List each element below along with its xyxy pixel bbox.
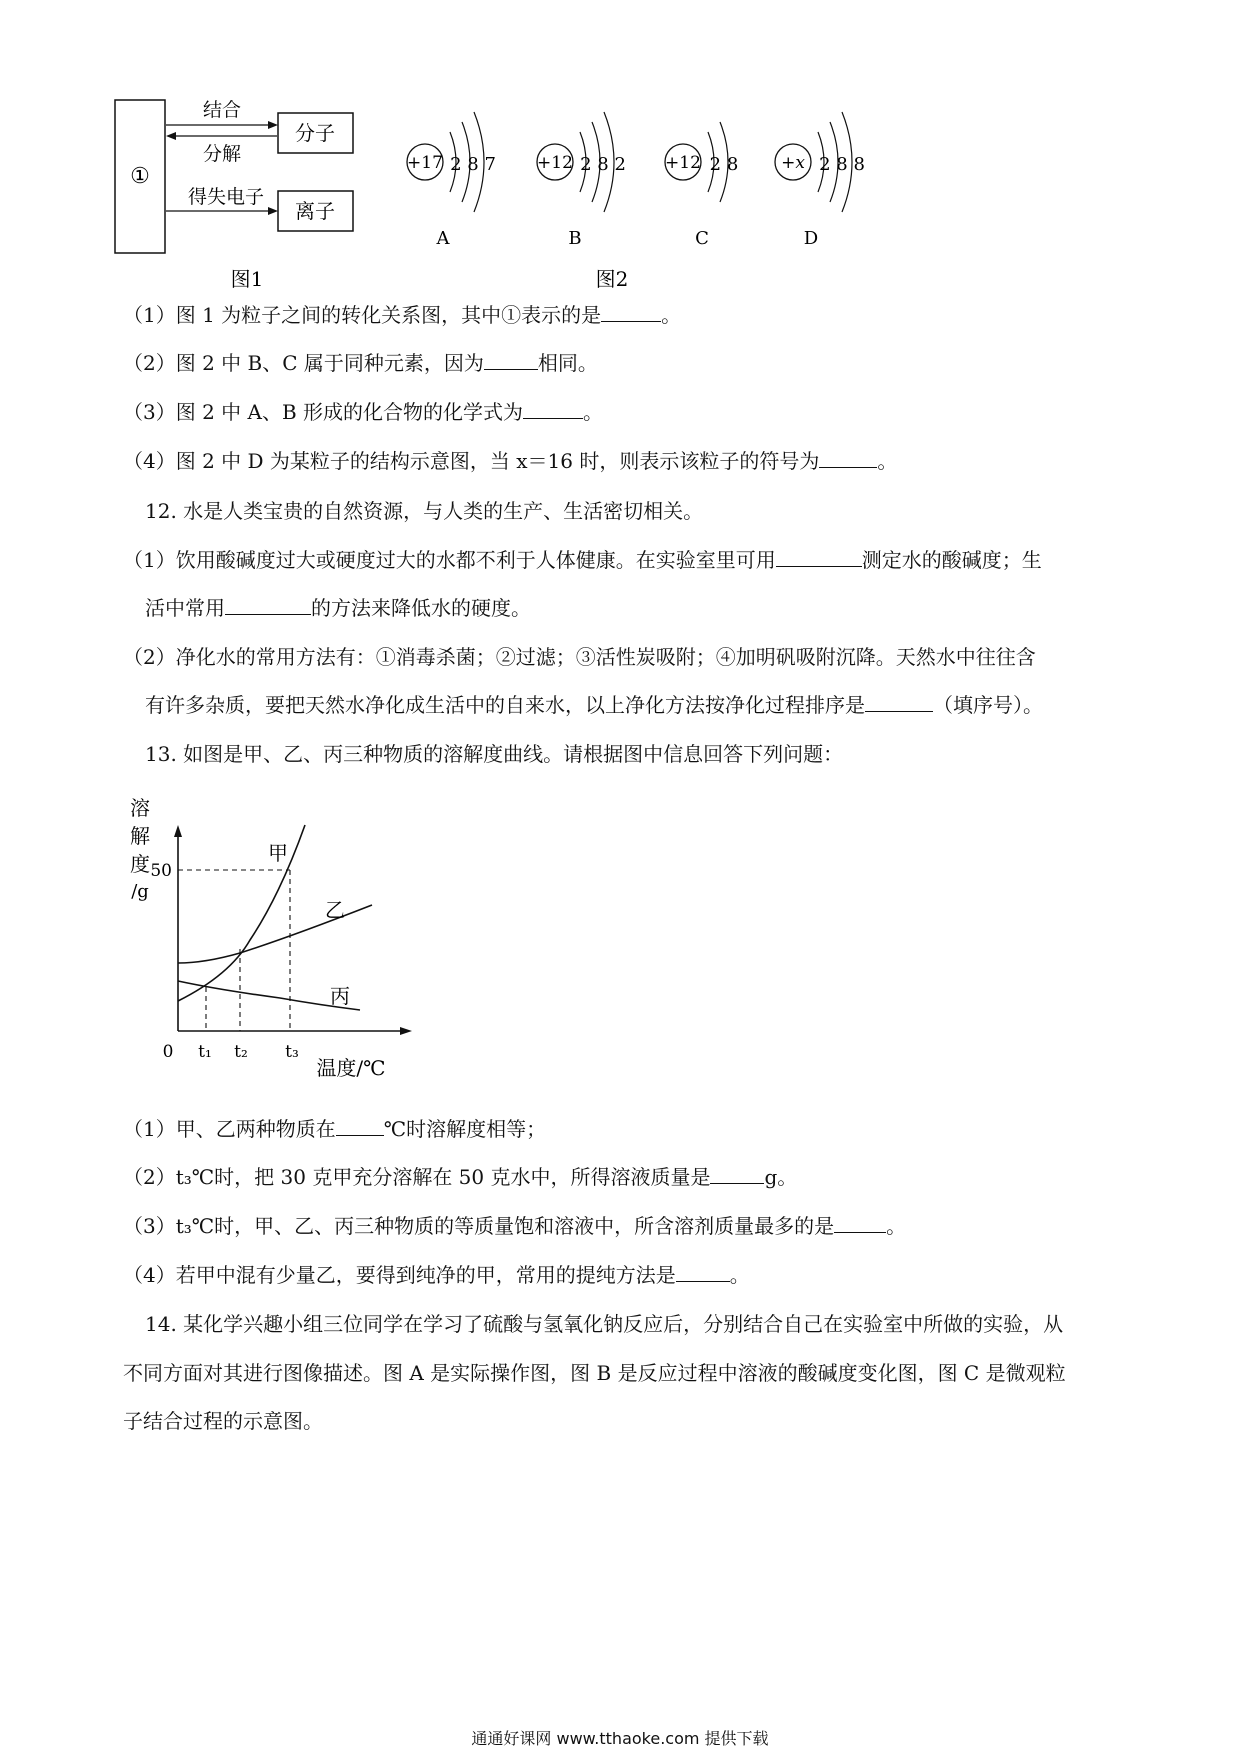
q14-line1: 14. 某化学兴趣小组三位同学在学习了硫酸与氢氧化钠反应后，分别结合自己在实验室中所做的实验，从 [145,1312,1064,1336]
fig2-caption: 图2 [595,267,629,291]
x-tick-t2: t₂ [234,1042,248,1062]
series-label-jia: 甲 [268,841,288,865]
q12-part1-line2: 活中常用 的方法来降低水的硬度。 [145,596,531,620]
page-footer: 通通好课网 www.tthaoke.com 提供下载 [471,1729,769,1748]
series-label-bing: 丙 [330,984,350,1008]
q13-part1: （1）甲、乙两种物质在 ℃时溶解度相等； [123,1117,547,1141]
q11-part3: （3）图 2 中 A、B 形成的化合物的化学式为 。 [123,400,604,424]
q11-part2: （2）图 2 中 B、C 属于同种元素，因为 相同。 [123,351,598,375]
y-axis-label-3: 度 [130,852,150,876]
svg-text:2 8: 2 8 [709,154,739,175]
svg-text:2 8 8: 2 8 8 [819,154,865,175]
q13-part3: （3）t₃℃时，甲、乙、丙三种物质的等质量饱和溶液中，所含溶剂质量最多的是 。 [123,1214,907,1238]
svg-text:+17: +17 [407,153,443,173]
fig1-arrowhead-decompose [166,132,176,140]
answer-blank[interactable] [484,351,538,370]
fig1-arrowhead-combine [268,121,278,129]
svg-text:B: B [568,228,582,249]
q12-part1-line1: （1）饮用酸碱度过大或硬度过大的水都不利于人体健康。在实验室里可用 测定水的酸碱度；生 [123,548,1042,572]
x-axis-arrow [400,1027,412,1035]
y-axis-arrow [174,825,182,837]
solubility-chart [110,785,440,1085]
fig1-decompose-label: 分解 [202,143,242,165]
svg-text:+12: +12 [665,153,701,173]
q12-part2-line2: 有许多杂质，要把天然水净化成生活中的自来水，以上净化方法按净化过程排序是 （填序号）。 [145,693,1043,717]
fig1-ion: 离子 [295,199,335,223]
svg-text:C: C [695,228,709,249]
x-axis-label: 温度/℃ [316,1056,386,1080]
q13-stem: 13. 如图是甲、乙、丙三种物质的溶解度曲线。请根据图中信息回答下列问题： [145,742,844,766]
answer-blank[interactable] [676,1263,730,1282]
q14-line2: 不同方面对其进行图像描述。图 A 是实际操作图，图 B 是反应过程中溶液的酸碱度变化图，图 C 是微观粒 [123,1361,1066,1385]
x-tick-t1: t₁ [198,1042,212,1062]
answer-blank[interactable] [710,1165,764,1184]
q11-part4: （4）图 2 中 D 为某粒子的结构示意图，当 x＝16 时，则表示该粒子的符号为 。 [123,449,898,473]
fig1-ion-arrow-label: 得失电子 [187,186,265,208]
answer-blank[interactable] [834,1214,886,1233]
answer-blank[interactable] [336,1117,384,1136]
fig1-arrowhead-ion [268,207,278,215]
svg-text:+x: +x [781,153,805,173]
y-tick-50: 50 [150,861,172,881]
q14-line3: 子结合过程的示意图。 [123,1409,323,1433]
q13-part2: （2）t₃℃时，把 30 克甲充分溶解在 50 克水中，所得溶液质量是 g。 [123,1165,798,1189]
svg-text:A: A [436,228,450,249]
atom-c [665,122,738,249]
atom-a [407,112,496,249]
y-axis-label-2: 解 [130,824,150,848]
svg-text:D: D [803,228,819,249]
q11-part1: （1）图 1 为粒子之间的转化关系图，其中①表示的是 。 [123,303,682,327]
answer-blank[interactable] [865,693,933,712]
svg-text:+12: +12 [537,153,573,173]
atom-b [537,112,626,249]
answer-blank[interactable] [523,400,583,419]
svg-text:2 8 7: 2 8 7 [450,154,496,175]
y-axis-label-4: /g [131,881,149,902]
x-tick-t3: t₃ [285,1042,299,1062]
q12-stem: 12. 水是人类宝贵的自然资源，与人类的生产、生活密切相关。 [145,499,704,523]
y-axis-label-1: 溶 [130,796,150,820]
fig1-combine-label: 结合 [202,99,242,121]
series-label-yi: 乙 [325,898,345,922]
answer-blank[interactable] [819,449,877,468]
atom-d [775,112,865,249]
fig1-molecule: 分子 [295,121,335,145]
q13-part4: （4）若甲中混有少量乙，要得到纯净的甲，常用的提纯方法是 。 [123,1263,750,1287]
answer-blank[interactable] [601,303,661,322]
answer-blank[interactable] [776,548,862,567]
svg-text:2 8 2: 2 8 2 [580,154,626,175]
figure-1-2 [0,80,1240,300]
q12-part2-line1: （2）净化水的常用方法有：①消毒杀菌；②过滤；③活性炭吸附；④加明矾吸附沉降。天然水中往往含 [123,645,1036,669]
fig1-box-label: ① [130,164,150,189]
origin-label: 0 [162,1042,174,1062]
answer-blank[interactable] [225,596,311,615]
fig1-caption: 图1 [230,267,264,291]
